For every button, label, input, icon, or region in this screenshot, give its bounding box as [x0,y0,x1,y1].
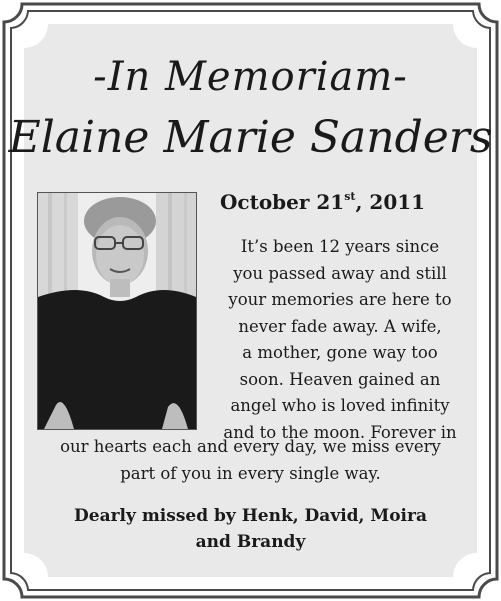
verse-line: part of you in every single way. [120,463,381,483]
verse-line: your memories are here to [228,290,452,309]
deceased-name: Elaine Marie Sanders [8,112,493,163]
verse-line: you passed away and still [233,263,447,283]
verse-line: soon. Heaven gained an [239,369,441,389]
verse-line: angel who is loved infinity [230,396,450,415]
signoff-line: Dearly missed by Henk, David, Moira [74,506,427,526]
verse-line: It’s been 12 years since [240,237,440,256]
verse-line: and to the moon. Forever in [223,422,457,442]
tribute-verse [205,234,475,446]
date-year: , 2011 [355,190,426,214]
signoff-line: and Brandy [195,532,306,552]
memorial-date [220,190,460,214]
date-main: October 21 [220,190,345,214]
portrait-photo [37,192,197,430]
verse-line: a mother, gone way too [242,343,438,362]
verse-line: our hearts each and every day, we miss every [60,437,441,456]
signoff [30,503,471,555]
verse-line: never fade away. A wife, [238,316,442,336]
date-suffix: st [344,190,356,203]
memoriam-heading: -In Memoriam- [93,54,408,100]
tribute-verse-continued [30,434,471,487]
